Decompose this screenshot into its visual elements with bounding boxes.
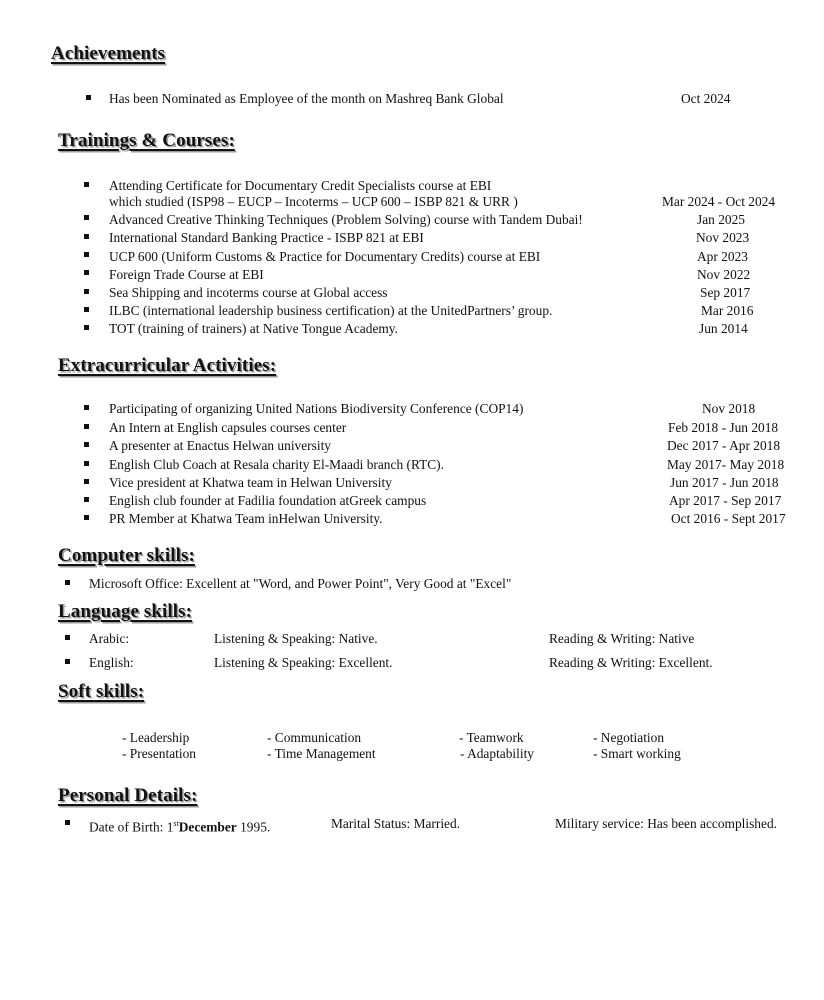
- bullet: [84, 182, 89, 187]
- activity-item: PR Member at Khatwa Team inHelwan University.: [109, 511, 383, 526]
- training-date: Jan 2025: [697, 212, 745, 227]
- training-item: International Standard Banking Practice - ISBP 821 at EBI: [109, 230, 424, 245]
- activity-item: Participating of organizing United Nations Biodiversity Conference (COP14): [109, 401, 524, 416]
- bullet: [84, 325, 89, 330]
- language-name: English:: [89, 655, 134, 670]
- bullet: [84, 252, 89, 257]
- training-item: Sea Shipping and incoterms course at Global access: [109, 285, 388, 300]
- activity-item: An Intern at English capsules courses center: [109, 420, 347, 435]
- soft-skill: - Teamwork: [459, 730, 524, 745]
- soft-skills-heading: Soft skills:: [58, 681, 145, 702]
- bullet: [84, 234, 89, 239]
- training-date: Apr 2023: [697, 249, 748, 264]
- trainings-heading: Trainings & Courses:: [58, 130, 235, 151]
- military-service: Military service: Has been accomplished.: [555, 816, 777, 831]
- activity-date: May 2017- May 2018: [667, 457, 785, 472]
- dob-year: 1995.: [236, 819, 271, 835]
- bullet: [84, 405, 89, 410]
- language-reading: Reading & Writing: Native: [549, 631, 695, 646]
- bullet: [84, 270, 89, 275]
- training-item: Attending Certificate for Documentary Credit Specialists course at EBI: [109, 178, 492, 193]
- bullet: [84, 515, 89, 520]
- computer-skills-text: Microsoft Office: Excellent at "Word, and Power Point", Very Good at "Excel": [89, 576, 512, 591]
- bullet: [65, 820, 70, 825]
- training-item: Foreign Trade Course at EBI: [109, 267, 264, 282]
- bullet: [65, 635, 70, 640]
- activity-item: English Club Coach at Resala charity El-Maadi branch (RTC).: [109, 457, 444, 472]
- bullet: [84, 424, 89, 429]
- training-date: Sep 2017: [700, 285, 751, 300]
- bullet: [84, 215, 89, 220]
- date-of-birth: [89, 816, 270, 835]
- activity-date: Jun 2017 - Jun 2018: [670, 475, 779, 490]
- personal-details-heading: Personal Details:: [58, 785, 198, 806]
- language-listening: Listening & Speaking: Native.: [214, 631, 378, 646]
- bullet: [84, 461, 89, 466]
- bullet: [86, 95, 91, 100]
- activity-item: Vice president at Khatwa team in Helwan University: [109, 475, 392, 490]
- achievement-date: Oct 2024: [681, 91, 731, 106]
- soft-skill: - Communication: [267, 730, 362, 745]
- bullet: [84, 497, 89, 502]
- activity-date: Oct 2016 - Sept 2017: [671, 511, 786, 526]
- activity-item: English club founder at Fadilia foundation atGreek campus: [109, 493, 427, 508]
- bullet: [65, 659, 70, 664]
- activity-date: Feb 2018 - Jun 2018: [668, 420, 779, 435]
- language-name: Arabic:: [89, 631, 130, 646]
- dob-label: Date of Birth: 1: [89, 819, 174, 835]
- achievement-text: Has been Nominated as Employee of the month on Mashreq Bank Global: [109, 91, 504, 106]
- bullet: [84, 442, 89, 447]
- bullet: [84, 289, 89, 294]
- activity-date: Apr 2017 - Sep 2017: [669, 493, 782, 508]
- training-item-continuation: which studied (ISP98 – EUCP – Incoterms – UCP 600 – ISBP 821 & URR ): [109, 194, 518, 209]
- training-item: Advanced Creative Thinking Techniques (Problem Solving) course with Tandem Dubai!: [109, 212, 583, 227]
- extracurricular-heading: Extracurricular Activities:: [58, 355, 277, 376]
- training-item: UCP 600 (Uniform Customs & Practice for Documentary Credits) course at EBI: [109, 249, 541, 264]
- training-item: TOT (training of trainers) at Native Tongue Academy.: [109, 321, 398, 336]
- activity-date: Nov 2018: [702, 401, 756, 416]
- training-date: Jun 2014: [699, 321, 748, 336]
- activity-date: Dec 2017 - Apr 2018: [667, 438, 781, 453]
- bullet: [84, 307, 89, 312]
- soft-skill: - Negotiation: [593, 730, 665, 745]
- soft-skill: - Smart working: [593, 746, 681, 761]
- training-date: Mar 2016: [701, 303, 754, 318]
- computer-skills-heading: Computer skills:: [58, 545, 195, 566]
- language-reading: Reading & Writing: Excellent.: [549, 655, 713, 670]
- soft-skill: - Adaptability: [460, 746, 535, 761]
- soft-skill: - Leadership: [122, 730, 190, 745]
- language-listening: Listening & Speaking: Excellent.: [214, 655, 393, 670]
- training-item: ILBC (international leadership business certification) at the UnitedPartners’ group.: [109, 303, 553, 318]
- dob-ordinal: st: [173, 819, 179, 828]
- bullet: [84, 479, 89, 484]
- soft-skill: - Time Management: [267, 746, 376, 761]
- training-date: Nov 2023: [696, 230, 750, 245]
- training-date: Mar 2024 - Oct 2024: [662, 194, 776, 209]
- bullet: [65, 580, 70, 585]
- dob-month: December: [178, 819, 237, 835]
- soft-skill: - Presentation: [122, 746, 197, 761]
- achievements-heading: Achievements: [51, 43, 166, 64]
- training-date: Nov 2022: [697, 267, 751, 282]
- marital-status: Marital Status: Married.: [331, 816, 461, 831]
- language-skills-heading: Language skills:: [58, 601, 193, 622]
- activity-item: A presenter at Enactus Helwan university: [109, 438, 331, 453]
